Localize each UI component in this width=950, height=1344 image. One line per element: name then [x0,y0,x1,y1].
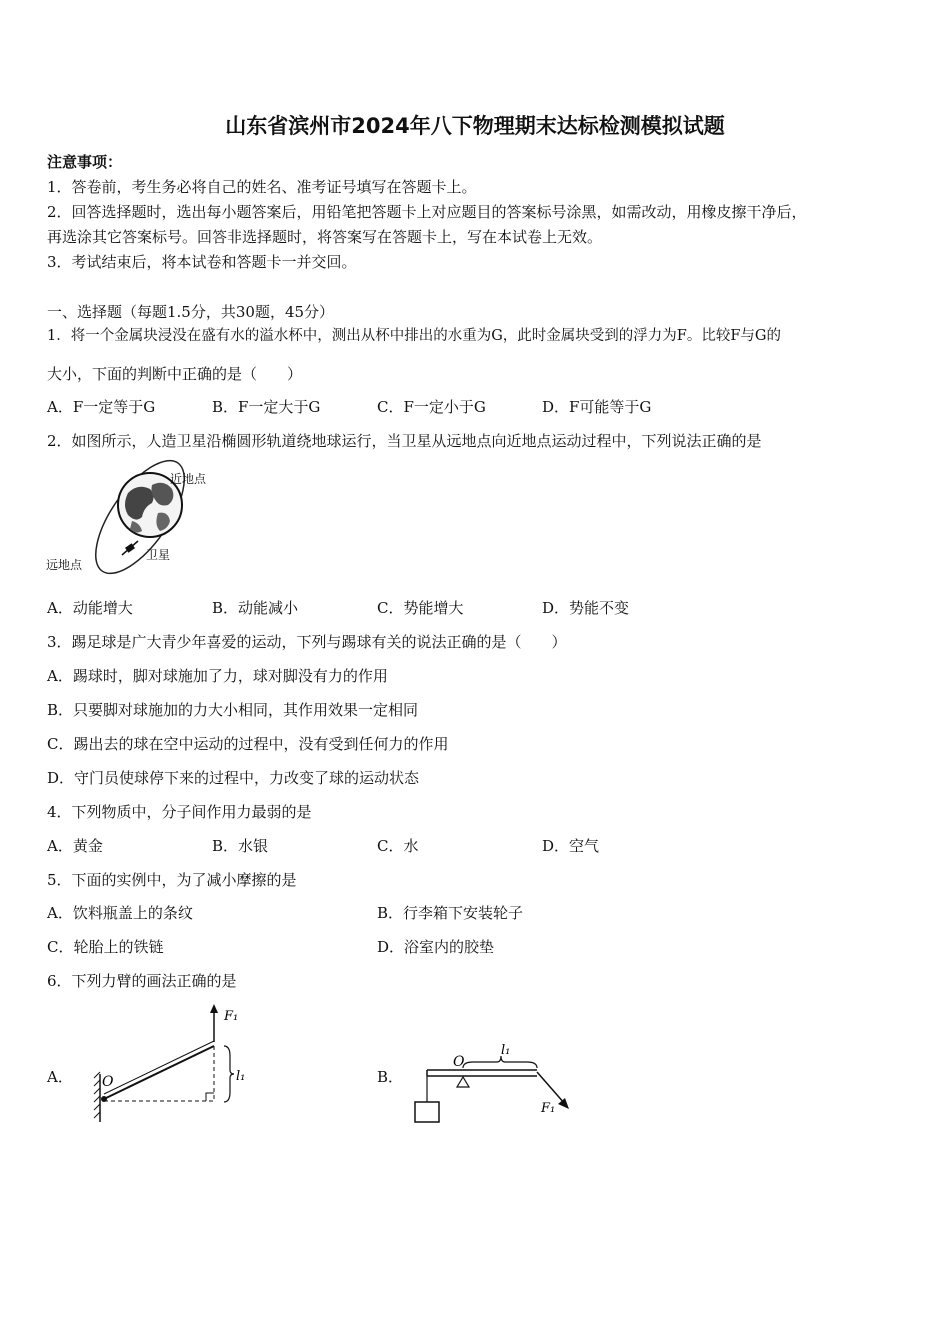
q3-option-b: B．只要脚对球施加的力大小相同，其作用效果一定相同 [47,701,419,719]
lever-bar [101,1041,214,1102]
q2-stem: 2．如图所示，人造卫星沿椭圆形轨道绕地球运行，当卫星从远地点向近地点运动过程中，下列说法正确的是 [47,432,762,450]
q2-option-c: C．势能增大 [377,599,464,617]
force-label-b: F₁ [541,1101,556,1116]
fulcrum-triangle [457,1077,469,1087]
q5-option-c: C．轮胎上的铁链 [47,938,164,956]
hanging-block [415,1076,439,1122]
q1-stem-cont: 大小，下面的判断中正确的是（ ） [47,365,303,383]
q1-option-d: D．F可能等于G [542,398,652,416]
wall-hatching [94,1072,100,1122]
lever-figure-a [92,1004,252,1129]
notice-item-1: 1．答卷前，考生务必将自己的姓名、准考证号填写在答题卡上。 [47,178,477,196]
force-label-a: F₁ [224,1009,239,1024]
q5-option-a: A．饮料瓶盖上的条纹 [47,904,193,922]
q4-option-c: C．水 [377,837,419,855]
q4-option-b: B．水银 [212,837,269,855]
lever-figure-b [405,1040,580,1130]
q5-stem: 5．下面的实例中，为了减小摩擦的是 [47,871,297,889]
q2-option-d: D．势能不变 [542,599,630,617]
q3-option-c: C．踢出去的球在空中运动的过程中，没有受到任何力的作用 [47,735,449,753]
q1-stem: 1．将一个金属块浸没在盛有水的溢水杯中，测出从杯中排出的水重为G，此时金属块受到的浮力为F。比较F与G的 [47,328,782,344]
q1-option-b: B．F一定大于G [212,398,321,416]
pivot-label-a: O [102,1074,114,1090]
force-arrow-f1 [210,1004,218,1042]
q6-stem: 6．下列力臂的画法正确的是 [47,972,237,990]
arm-brace-b [463,1056,537,1068]
notice-item-2: 2．回答选择题时，选出每小题答案后，用铅笔把答题卡上对应题目的答案标号涂黑，如需改动，用橡皮擦干净后， [47,203,807,221]
q1-option-c: C．F一定小于G [377,398,486,416]
arm-label-b: l₁ [501,1043,511,1058]
q2-option-b: B．动能减小 [212,599,299,617]
q5-option-d: D．浴室内的胶垫 [377,938,495,956]
q3-option-a: A．踢球时，脚对球施加了力，球对脚没有力的作用 [47,667,388,685]
lever-beam [427,1070,537,1076]
q6-option-b-label: B． [377,1068,404,1086]
perigee-label: 近地点 [170,472,207,486]
arm-label-a: l₁ [236,1069,246,1084]
notice-item-2-cont: 再选涂其它答案标号。回答非选择题时，将答案写在答题卡上，写在本试卷上无效。 [47,228,603,246]
q4-option-d: D．空气 [542,837,600,855]
q1-option-a: A．F一定等于G [47,398,156,416]
q2-option-a: A．动能增大 [47,599,133,617]
q4-stem: 4．下列物质中，分子间作用力最弱的是 [47,803,312,821]
page-title: 山东省滨州市2024年八下物理期末达标检测模拟试题 [225,114,725,138]
section-heading: 一、选择题（每题1.5分，共30题，45分） [47,303,335,321]
pivot-label-b: O [453,1054,465,1070]
satellite-icon [122,541,138,555]
q3-stem: 3．踢足球是广大青少年喜爱的运动，下列与踢球有关的说法正确的是（ ） [47,633,567,651]
q6-option-a-label: A． [47,1068,73,1086]
q5-option-b: B．行李箱下安装轮子 [377,904,524,922]
notice-heading: 注意事项： [47,153,123,171]
q4-option-a: A．黄金 [47,837,103,855]
q3-option-d: D．守门员使球停下来的过程中，力改变了球的运动状态 [47,769,420,787]
notice-item-3: 3．考试结束后，将本试卷和答题卡一并交回。 [47,253,357,271]
satellite-label: 卫星 [146,548,171,562]
apogee-label: 远地点 [46,558,83,572]
arm-brace [224,1046,234,1102]
